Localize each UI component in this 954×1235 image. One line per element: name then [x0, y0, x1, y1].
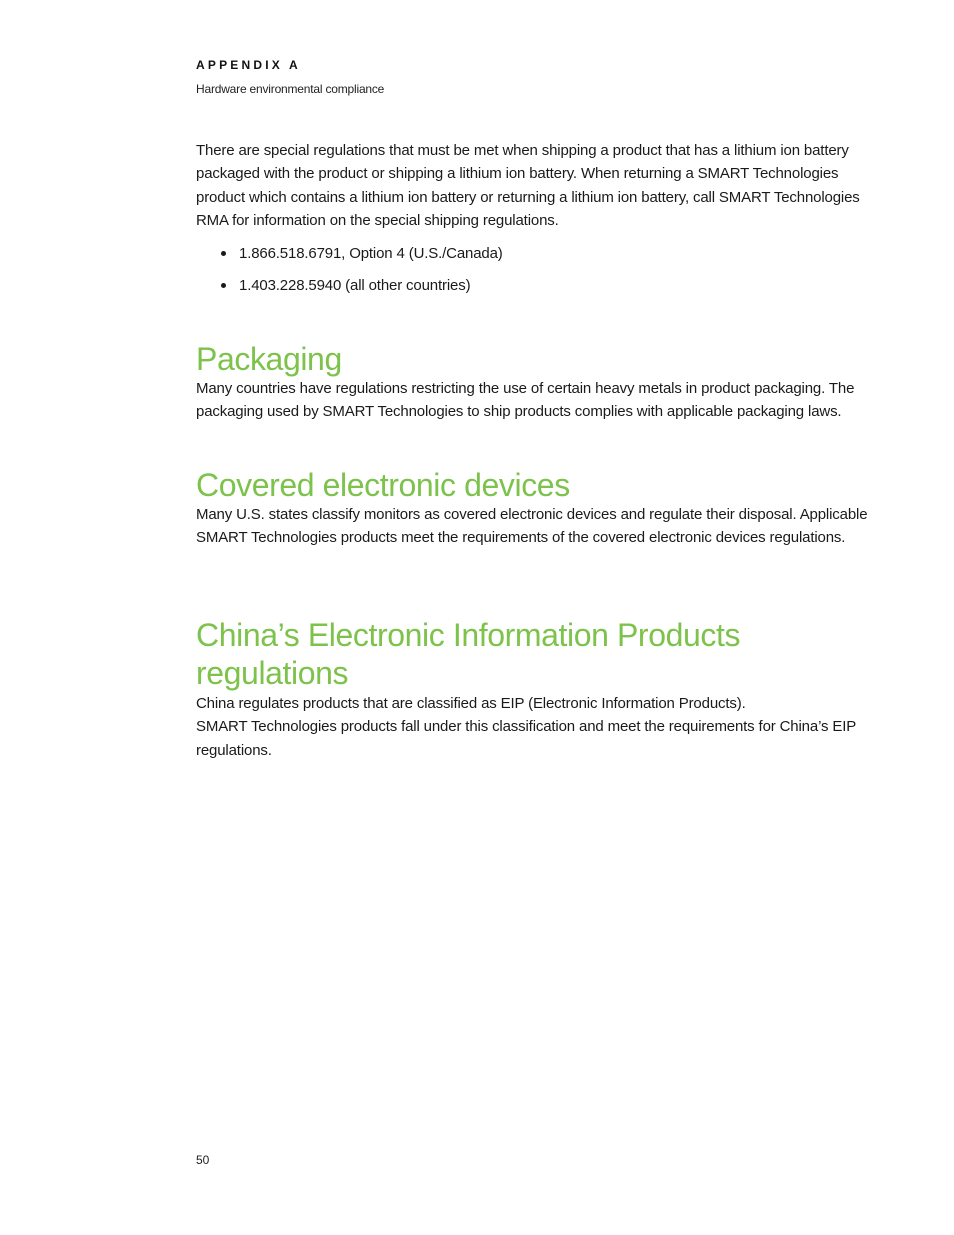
bullet-icon [221, 283, 226, 288]
section-heading-packaging: Packaging [196, 341, 342, 377]
china-eip-line-1: China regulates products that are classified as EIP (Electronic Information Products). [196, 695, 746, 712]
list-item [196, 242, 503, 265]
phone-number-other-countries: 1.403.228.5940 (all other countries) [239, 277, 471, 294]
phone-number-us-canada: 1.866.518.6791, Option 4 (U.S./Canada) [239, 245, 503, 262]
section-heading-covered-devices: Covered electronic devices [196, 467, 570, 503]
section-heading-china-eip: China’s Electronic Information Products regulations [196, 617, 741, 691]
bullet-icon [221, 251, 226, 256]
section-body-covered-devices: Many U.S. states classify monitors as covered electronic devices and regulate their disposal. Applicable SMART Technologies products meet the requirements of the covered electronic devices regulations. [196, 506, 868, 547]
china-eip-line-2: SMART Technologies products fall under this classification and meet the requirements for China’s EIP regulations. [196, 718, 856, 759]
section-body-china-eip [196, 692, 876, 762]
section-body-packaging: Many countries have regulations restricting the use of certain heavy metals in product packaging. The packaging used by SMART Technologies to ship products complies with applicable packaging laws. [196, 380, 855, 421]
intro-paragraph: There are special regulations that must be met when shipping a product that has a lithium ion battery packaged with the product or shipping a lithium ion battery. When returning a SMART Technologies product which contains a lithium ion battery or returning a lithium ion battery, call SMART Technologies RMA for information on the special shipping regulations. [196, 142, 860, 229]
appendix-label: APPENDIX A [196, 58, 301, 72]
phone-number-list [196, 242, 503, 297]
list-item [196, 274, 503, 297]
page-number: 50 [196, 1153, 210, 1167]
chapter-subtitle: Hardware environmental compliance [196, 82, 385, 96]
